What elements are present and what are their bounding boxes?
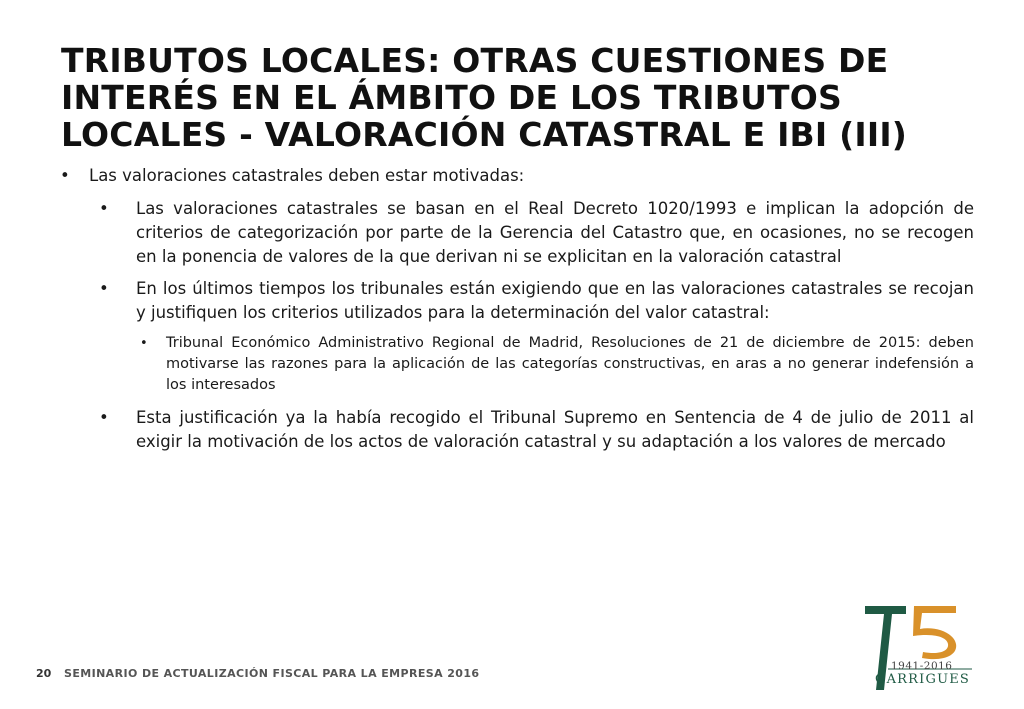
bullet-marker: • <box>99 199 109 218</box>
bullet-marker: • <box>99 408 109 427</box>
sub-bullet-item <box>58 406 974 454</box>
logo-name: GARRIGUES <box>875 672 971 687</box>
bullet-text: Las valoraciones catastrales deben estar motivadas: <box>89 166 525 185</box>
slide-title-line-3: LOCALES - VALORACIÓN CATASTRAL E IBI (III) <box>61 115 908 154</box>
bullet-text: Las valoraciones catastrales se basan en el Real Decreto 1020/1993 e implican la adopción de criterios de categorización por parte de la Gerencia del Catastro que, en ocasiones, no se recogen en la ponencia de valores de la que derivan ni se explicitan en la valoración catastral <box>136 199 974 266</box>
sub-sub-bullet-item <box>58 333 974 396</box>
sub-bullet-item <box>58 197 974 269</box>
slide-title <box>61 42 961 153</box>
logo-years: 1941-2016 <box>891 660 953 672</box>
slide-title-line-1: TRIBUTOS LOCALES: OTRAS CUESTIONES DE <box>61 41 889 80</box>
slide-title-line-2: INTERÉS EN EL ÁMBITO DE LOS TRIBUTOS <box>61 78 842 117</box>
logo-five-shape <box>913 606 956 659</box>
bullet-marker: • <box>60 166 70 185</box>
page-number: 20 <box>36 667 52 680</box>
slide-body <box>58 164 974 462</box>
sub-bullet-item <box>58 277 974 325</box>
bullet-marker: • <box>99 279 109 298</box>
bullet-text: Esta justificación ya la había recogido el Tribunal Supremo en Sentencia de 4 de julio de 2011 al exigir la motivación de los actos de valoración catastral y su adaptación a los valores de mercado <box>136 408 974 451</box>
footer-seminar-text: SEMINARIO DE ACTUALIZACIÓN FISCAL PARA LA EMPRESA 2016 <box>64 667 480 680</box>
bullet-text: En los últimos tiempos los tribunales están exigiendo que en las valoraciones catastrales se recojan y justifiquen los criterios utilizados para la determinación del valor catastral: <box>136 279 974 322</box>
bullet-marker: • <box>140 336 148 351</box>
bullet-text: Tribunal Económico Administrativo Regional de Madrid, Resoluciones de 21 de diciembre de 2015: deben motivarse las razones para la aplicación de las categorías constructivas, en aras a no generar indefensión a los interesados <box>166 335 974 393</box>
bullet-item <box>58 164 974 187</box>
